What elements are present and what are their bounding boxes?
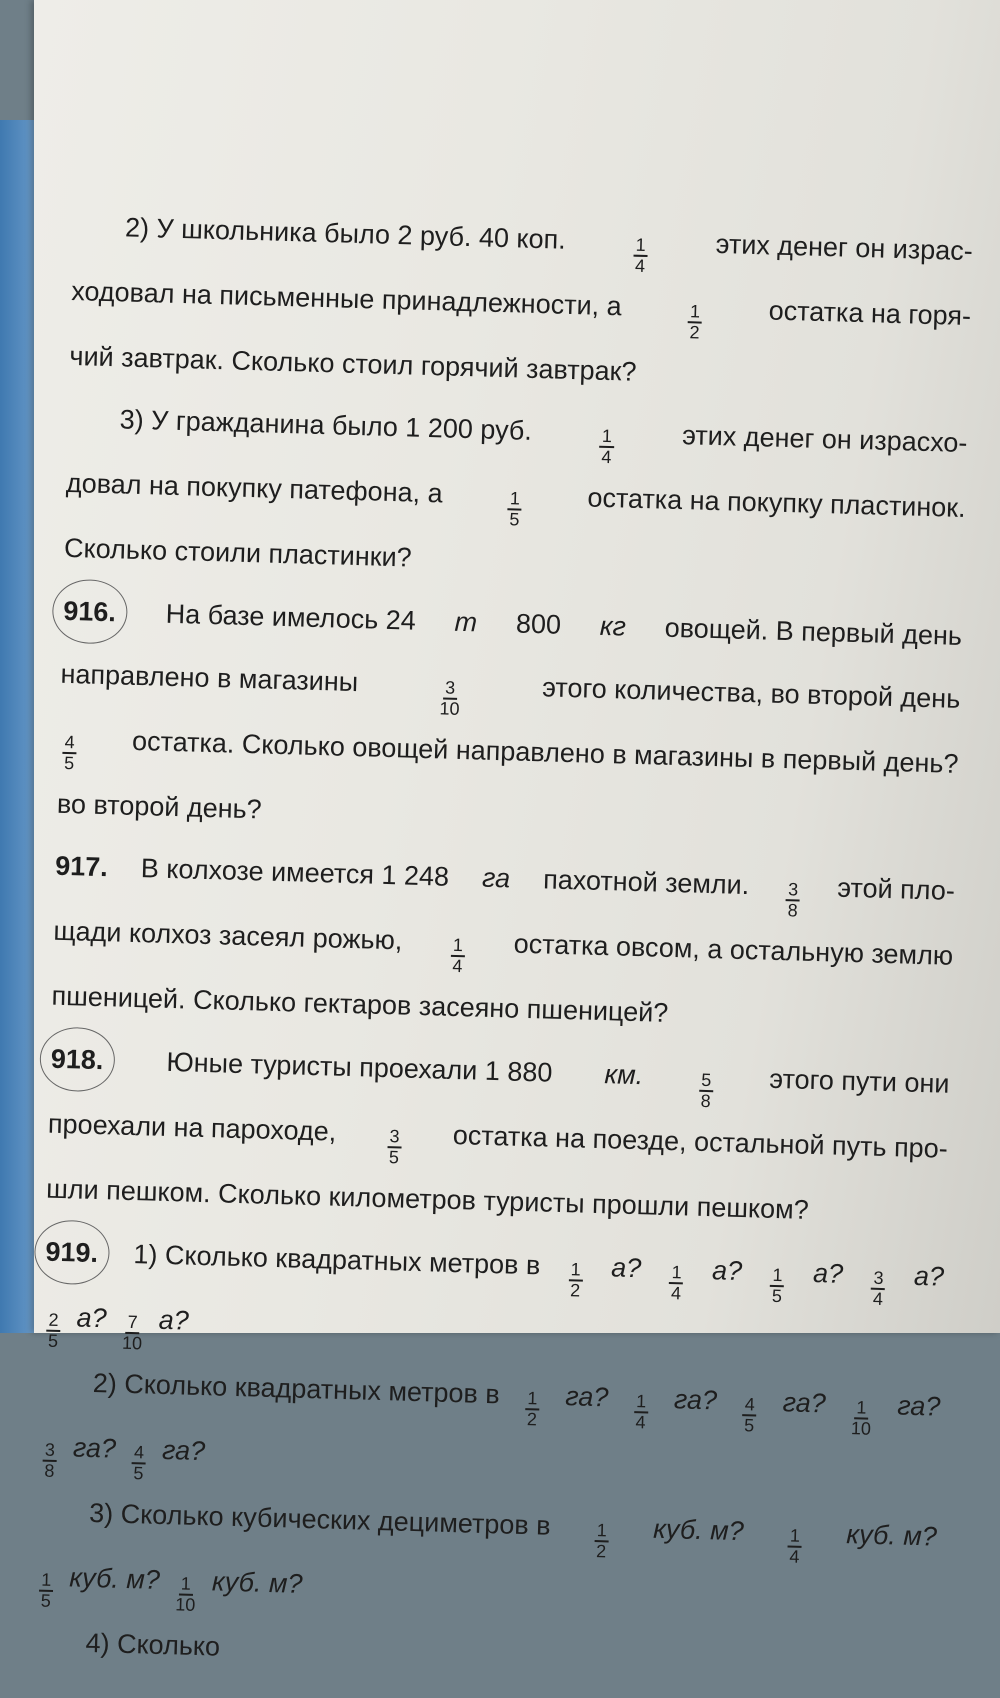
text-fragment: т bbox=[454, 606, 478, 638]
fraction: $\frac{1}{5}$ bbox=[771, 1264, 783, 1307]
text-fragment: 3) Сколько кубических дециметров в bbox=[88, 1497, 551, 1541]
text-fragment: 1) Сколько квадратных метров в bbox=[133, 1239, 541, 1281]
fraction: $\frac{1}{4}$ bbox=[635, 1391, 647, 1433]
fraction: $\frac{1}{2}$ bbox=[569, 1259, 581, 1301]
text-fragment: ходовал на письменные принадлежности, а bbox=[70, 275, 623, 322]
text-fragment: куб. м? bbox=[845, 1519, 938, 1552]
text-fragment: во второй день? bbox=[56, 788, 263, 825]
text-fragment: Сколько стоили пластинки? bbox=[63, 532, 413, 573]
text-fragment: 800 bbox=[515, 608, 562, 640]
text-fragment: 4) Сколько bbox=[85, 1627, 221, 1662]
fraction: $\frac{3}{8}$ bbox=[44, 1439, 56, 1481]
fraction: $\frac{4}{5}$ bbox=[63, 731, 76, 774]
fraction: $\frac{5}{8}$ bbox=[700, 1069, 712, 1112]
fraction: $\frac{4}{5}$ bbox=[743, 1394, 756, 1436]
text-fragment: а? bbox=[812, 1258, 844, 1289]
text-fragment: этого пути они bbox=[769, 1063, 950, 1099]
fraction: $\frac{3}{10}$ bbox=[439, 677, 460, 719]
fraction: $\frac{1}{4}$ bbox=[601, 425, 613, 468]
fraction: $\frac{1}{4}$ bbox=[670, 1262, 682, 1304]
fraction: $\frac{1}{4}$ bbox=[452, 934, 464, 977]
text-fragment: 2) У школьника было 2 руб. 40 коп. bbox=[124, 212, 567, 255]
text-fragment: 3) У гражданина было 1 200 руб. bbox=[119, 404, 533, 446]
text-fragment: В колхозе имеется 1 248 bbox=[140, 853, 450, 892]
text-fragment: а? bbox=[610, 1252, 642, 1284]
text-fragment: а? bbox=[158, 1304, 190, 1336]
text-fragment: чий завтрак. Сколько стоил горячий завтрак? bbox=[69, 340, 637, 387]
text-fragment: га? bbox=[564, 1381, 609, 1413]
text-fragment: остатка. Сколько овощей направлено в магазины в первый день? bbox=[131, 725, 959, 779]
text-fragment: остатка на горя- bbox=[768, 295, 972, 332]
book-page bbox=[34, 0, 1000, 1662]
text-fragment: а? bbox=[711, 1255, 743, 1287]
page-text bbox=[33, 195, 974, 1698]
text-fragment: довал на покупку патефона, а bbox=[65, 467, 444, 509]
text-fragment: га? bbox=[72, 1432, 117, 1464]
text-fragment: пшеницей. Сколько гектаров засеяно пшеницей? bbox=[51, 980, 669, 1028]
text-fragment: га? bbox=[673, 1384, 718, 1416]
fraction: $\frac{7}{10}$ bbox=[121, 1311, 143, 1354]
text-fragment: овощей. В первый день bbox=[664, 612, 963, 651]
fraction: $\frac{3}{5}$ bbox=[388, 1126, 400, 1168]
text-fragment: а? bbox=[76, 1302, 108, 1334]
text-fragment: кг bbox=[599, 610, 627, 642]
text-fragment: этого количества, во второй день bbox=[541, 672, 961, 714]
fraction: $\frac{1}{10}$ bbox=[850, 1397, 872, 1439]
text-fragment: проехали на пароходе, bbox=[47, 1108, 337, 1147]
text-fragment: шли пешком. Сколько километров туристы прошли пешком? bbox=[45, 1173, 810, 1225]
text-fragment: направлено в магазины bbox=[60, 658, 359, 698]
text-fragment: куб. м? bbox=[652, 1513, 745, 1547]
fraction: $\frac{3}{4}$ bbox=[872, 1267, 884, 1310]
fraction: $\frac{1}{4}$ bbox=[789, 1525, 801, 1567]
problem-number: 919. bbox=[34, 1219, 110, 1285]
text-fragment: 2) Сколько квадратных метров в bbox=[92, 1367, 501, 1410]
text-fragment: На базе имелось 24 bbox=[165, 598, 417, 636]
fraction: $\frac{2}{5}$ bbox=[47, 1309, 59, 1351]
text-fragment: км. bbox=[604, 1059, 644, 1091]
problem-number: 917. bbox=[54, 850, 109, 883]
text-fragment: га bbox=[481, 862, 511, 894]
fraction: $\frac{1}{10}$ bbox=[174, 1573, 196, 1615]
fraction: $\frac{4}{5}$ bbox=[133, 1442, 145, 1484]
text-fragment: остатка на поезде, остальной путь про- bbox=[452, 1119, 949, 1164]
text-fragment: Юные туристы проехали 1 880 bbox=[166, 1046, 553, 1088]
fraction: $\frac{1}{2}$ bbox=[526, 1388, 538, 1430]
fraction: $\frac{3}{8}$ bbox=[787, 879, 799, 921]
text-fragment: щади колхоз засеял рожью, bbox=[53, 915, 403, 956]
fraction: $\frac{1}{2}$ bbox=[689, 301, 701, 343]
text-fragment: этих денег он израсхо- bbox=[681, 420, 968, 459]
text-fragment: пахотной земли. bbox=[542, 864, 750, 901]
text-fragment: га? bbox=[896, 1390, 941, 1422]
text-fragment: этих денег он израс- bbox=[715, 228, 974, 267]
problem-number: 918. bbox=[39, 1026, 115, 1092]
text-fragment: остатка на покупку пластинок. bbox=[587, 482, 967, 524]
fraction: $\frac{1}{2}$ bbox=[595, 1520, 608, 1562]
fraction: $\frac{1}{5}$ bbox=[40, 1569, 52, 1611]
text-fragment: этой пло- bbox=[836, 872, 956, 906]
text-fragment: га? bbox=[161, 1434, 206, 1467]
text-fragment: куб. м? bbox=[68, 1562, 161, 1595]
text-fragment: остатка овсом, а остальную землю bbox=[513, 928, 954, 971]
problem-number: 916. bbox=[51, 579, 127, 645]
text-fragment: куб. м? bbox=[211, 1566, 303, 1599]
text-fragment: а? bbox=[913, 1260, 945, 1292]
fraction: $\frac{1}{4}$ bbox=[634, 234, 646, 276]
text-fragment: га? bbox=[782, 1387, 827, 1419]
fraction: $\frac{1}{5}$ bbox=[509, 488, 521, 530]
